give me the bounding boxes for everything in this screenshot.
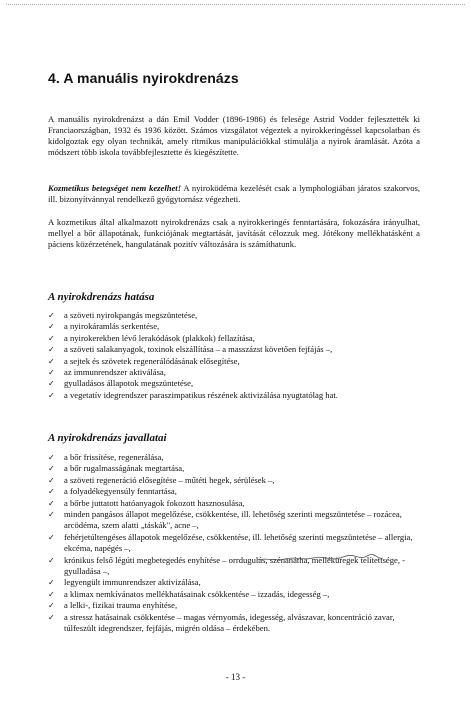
list-item-text: fehérjetúltengéses állapotok megelőzése, csökkentése, ill. lehetőség szerinti megszüntetése – allergia, ekcéma, napégés –, — [64, 531, 413, 554]
page-number: - 13 - — [225, 672, 246, 682]
checkmark-icon: ✓ — [48, 498, 55, 508]
checkmark-icon: ✓ — [48, 356, 55, 366]
checkmark-icon: ✓ — [48, 311, 55, 320]
list-item-text: a stressz hatásainak csökkentése – magas vérnyomás, idegesség, alvászavar, koncentráció zavar, túlfeszült idegrendszer, fejfájás, migrén oldása – érdekében. — [64, 611, 395, 634]
list-item — [48, 475, 428, 486]
checkmark-icon: ✓ — [48, 333, 55, 343]
checkmark-icon: ✓ — [48, 532, 55, 542]
list-item-text: a bőr rugalmasságának megtartása, — [64, 463, 185, 474]
checkmark-icon: ✓ — [48, 322, 55, 332]
list-item-text: a nyirokáramlás serkentése, — [64, 321, 160, 332]
list-item-text: a szöveti nyirokpangás megszüntetése, — [64, 310, 198, 320]
list-item — [48, 367, 428, 378]
checkmark-icon: ✓ — [48, 578, 55, 588]
checkmark-icon: ✓ — [48, 379, 55, 389]
list-item — [48, 509, 428, 532]
list-item-text: a bőrbe juttatott hatóanyagok fokozott hasznosulása, — [64, 497, 245, 508]
checkmark-icon: ✓ — [48, 612, 55, 622]
checkmark-icon: ✓ — [48, 390, 55, 400]
checkmark-icon: ✓ — [48, 475, 55, 485]
list-item — [48, 498, 428, 509]
scan-edge-rule — [6, 4, 465, 5]
list-item-text: a bőr frissítése, regenerálása, — [64, 452, 164, 462]
indications-list — [48, 452, 428, 635]
checkmark-icon: ✓ — [48, 601, 55, 611]
list-item — [48, 463, 428, 474]
checkmark-icon: ✓ — [48, 510, 55, 520]
list-item-text: a lelki-, fizikai trauma enyhítése, — [64, 600, 178, 611]
warning-emphasis: Kozmetikus betegséget nem kezelhet! — [48, 183, 182, 193]
indications-heading: A nyirokdrenázs javallatai — [48, 432, 167, 444]
warning-text: A nyiroködéma kezelését csak a lymphologiában járatos szakorvos, ill. bizonyítvánnyal rendelkező gyógytornász végezheti. — [48, 183, 420, 204]
list-item — [48, 344, 428, 355]
checkmark-icon: ✓ — [48, 464, 55, 474]
list-item-text: az immunrendszer aktiválása, — [64, 367, 166, 378]
checkmark-icon: ✓ — [48, 453, 55, 462]
list-item — [48, 310, 428, 321]
list-item — [48, 612, 428, 635]
list-item — [48, 600, 428, 611]
warning-paragraph — [48, 183, 420, 205]
list-item-text: legyengült immunrendszer aktivizálása, — [64, 577, 201, 588]
list-item-text: a vegetatív idegrendszer paraszimpatikus részének aktivizálása nyugtatólag hat. — [64, 389, 338, 400]
section-title: 4. A manuális nyirokdrenázs — [48, 70, 239, 86]
list-item — [48, 390, 428, 401]
list-item — [48, 321, 428, 332]
checkmark-icon: ✓ — [48, 345, 55, 355]
list-item — [48, 589, 428, 600]
checkmark-icon: ✓ — [48, 555, 55, 565]
list-item-text: a folyadékegyensúly fenntartása, — [64, 486, 177, 497]
list-item-text: a sejtek és szövetek regenerálódásának elősegítése, — [64, 355, 240, 366]
list-item-text: gyulladásos állapotok megszüntetése, — [64, 378, 194, 389]
list-item-text: a nyirokerekben lévő lerakódások (plakkok) fellazítása, — [64, 332, 255, 343]
list-item-text: krónikus felső légúti megbetegedés enyhítése – orrdugulás, szénanátha, melléküregek telítettsége, -gyulladása –, — [64, 554, 406, 577]
effects-heading: A nyirokdrenázs hatása — [48, 291, 155, 303]
list-item — [48, 486, 428, 497]
list-item — [48, 452, 428, 463]
list-item — [48, 378, 428, 389]
list-item — [48, 577, 428, 588]
checkmark-icon: ✓ — [48, 589, 55, 599]
effects-list — [48, 310, 428, 401]
checkmark-icon: ✓ — [48, 368, 55, 378]
list-item — [48, 356, 428, 367]
intro-paragraph: A manuális nyirokdrenázst a dán Emil Vodder (1896-1986) és felesége Astrid Vodder fejlesztették ki Franciaországban, 1932 és 1936 között. Számos vizsgálatot végeztek a nyirokkeringéssel kapcsolatban és kidolgoztak egy olyan technikát, amely ritmikus manipulációkkal stimulálja a nyirok áramlását. Azóta a módszert több iskola továbbfejlesztette és kiegészítette. — [48, 114, 420, 157]
list-item — [48, 333, 428, 344]
checkmark-icon: ✓ — [48, 487, 55, 497]
handwritten-scribble — [255, 551, 385, 565]
list-item-text: a szöveti salakanyagok, toxinok elszállítása – a masszázst követően fejfájás –, — [64, 344, 333, 355]
list-item-text: minden pangásos állapot megelőzése, csökkentése, ill. lehetőség szerinti megszüntetése – rozácea, arcödéma, szem alatti „táskák", acne –, — [64, 509, 402, 531]
list-item-text: a szöveti regeneráció elősegítése – műtéti hegek, sérülések –, — [64, 474, 275, 485]
list-item-text: a klimax nemkívánatos mellékhatásainak csökkentése – izzadás, idegesség –, — [64, 588, 330, 599]
cosmetic-paragraph: A kozmetikus által alkalmazott nyirokdrenázs csak a nyirokkeringés fenntartására, fokozására irányulhat, mellyel a bőr állapotának, funkciójának megtartását, javítását célozzuk meg. Jótékony mellékhatásként a páciens közérzetének, hangulatának pozitív változására is számíthatunk. — [48, 217, 420, 249]
